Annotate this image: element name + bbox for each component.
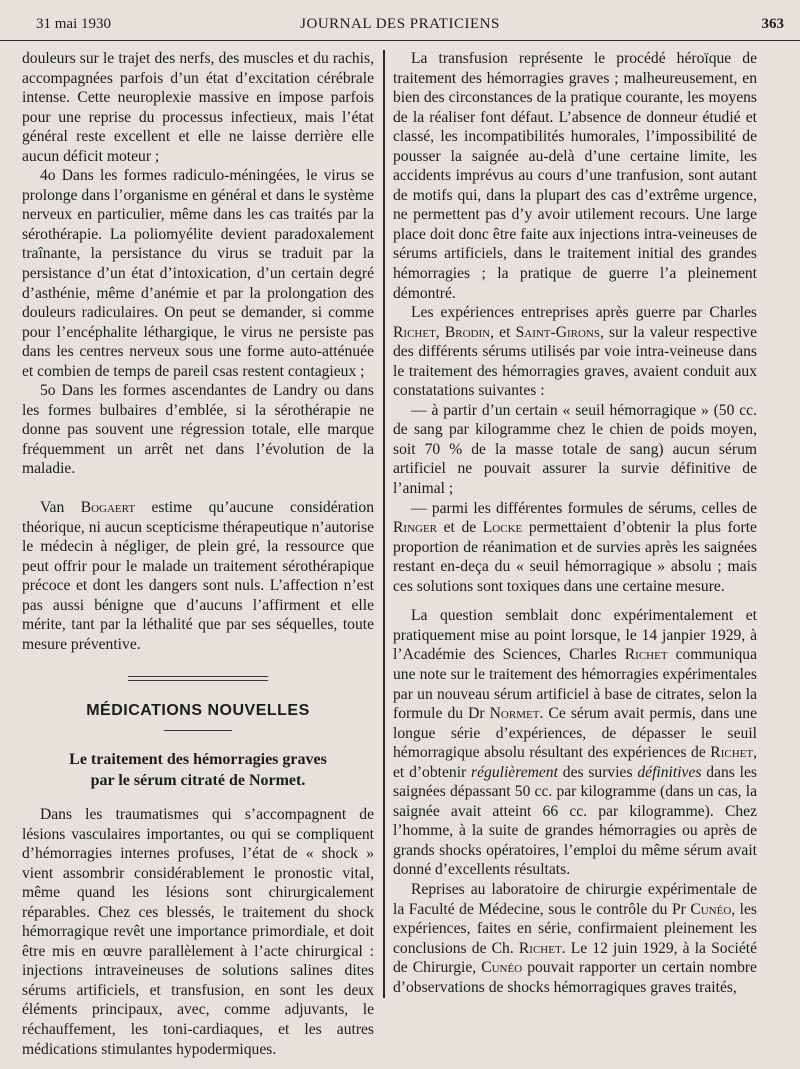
author-name: Saint-Girons [515,323,600,341]
text-run: estime qu’aucune considération théorique, ni aucun scepticisme thérapeutique n’autorise le médecin à négliger, de plein gré, la ressource que peut offrir pour le malade un traitement sérothérapique précoce et dont les dangers sont nuls. L’affection n’est pas aussi bénigne que d’aucuns l’affirment et elle mérite, tant par la léthalité que par ses séquelles, toute mesure préventive. [22,499,374,653]
right-column [393,49,757,997]
paragraph: La transfusion représente le procédé héroïque de traitement des hémorragies graves ; malheureusement, en bien des circonstances de la pratique courante, les moyens de la réaliser font défaut. L’absence de donneur étudié et classé, les incompatibilités humorales, l’impossibilité de pousser la saignée au-delà d’une certaine limite, les accidents imprévus au cours d’une tranfusion, sont autant de motifs qui, dans la plupart des cas d’extrême urgence, ne permettent pas d’y avoir utilement recours. Une large place doit donc être faite aux injections intra-veineuses de sérums artificiels, dans le traitement initial des grandes hémorragies ; la pratique de guerre l’a pleinement démontré. [393,50,757,302]
author-name: Bogaert [80,499,136,517]
paragraph [393,499,757,597]
text-run: , et [490,323,516,341]
paragraph [393,606,757,880]
article-title-line: par le sérum citraté de Normet. [90,771,306,789]
text-run: . Ce sérum avait permis, dans une longue série d’expériences, de dépasser le seuil hémorragique absolu résultant des expériences de [393,705,758,762]
text-run: pouvait rapporter un certain nombre d’observations de shocks hémorragiques graves traités, [393,959,757,996]
article-title [22,749,374,791]
author-name: Richet [624,646,668,664]
section-title: MÉDICATIONS NOUVELLES [86,702,310,720]
paragraph [393,880,757,997]
paragraph [393,303,757,401]
author-name: Normet [489,705,540,723]
text-run: Van [40,499,81,517]
header-page-number: 363 [761,16,784,32]
paragraph: — à partir d’un certain « seuil hémorragique » (50 cc. de sang par kilogramme chez le chien de poids moyen, soit 70 % de la masse totale de sang) aucun sérum artificiel ne pouvait assurer la survie définitive de l’animal ; [393,401,757,498]
text-run: dans les saignées dépassant 50 cc. par kilogramme (dans un cas, la saignée avait atteint 66 cc. par kilogramme). Chez l’homme, à la suite de grandes hémorragies ou après de grands shocks opératoires, l’emploi du même sérum avait donné d’excellents résultats. [393,763,757,879]
text-run: , et d’obtenir [393,744,757,781]
header-journal-title: JOURNAL DES PRATICIENS [300,16,500,32]
author-name: Cunéo [481,959,523,977]
paragraph: 5o Dans les formes ascendantes de Landry ou dans les formes bulbaires d’emblée, si la sérothérapie ne donne pas souvent une régression totale, elle marque fréquemment un arrêt net dans l’évolution de la maladie. [22,382,374,478]
text-run: et de [437,519,483,537]
text-run: . Le 12 juin 1929, à la Société de Chirurgie, [393,939,758,977]
column-divider [383,50,385,998]
left-column [22,49,374,1059]
text-run: — parmi les différentes formules de sérums, celles de [411,499,757,517]
double-rule-separator [128,676,268,681]
paragraph [22,498,374,654]
header-date: 31 mai 1930 [36,16,111,32]
author-name: Richet [710,744,754,762]
author-name: Richet [393,323,436,341]
paragraph: douleurs sur le trajet des nerfs, des muscles et du rachis, accompagnées parfois d’un état d’excitation cérébrale intense. Cette neuroplexie massive en impose parfois pour une reprise du processus infectieux, mais l’état général reste excellent et elle ne laisse derrière elle aucun déficit moteur ; [22,50,374,165]
text-run: , [435,323,445,341]
text-run: des survies [557,763,638,781]
text-run: Les expériences entreprises après guerre par Charles [411,304,757,322]
text-run: , sur la valeur respective des différents sérums utilisés par voie intra-veineuse dans le traitement des hémorragies graves, avaient conduit aux constatations suivantes : [393,323,757,400]
author-name: Ringer [393,519,438,537]
paragraph: 4o Dans les formes radiculo-méningées, le virus se prolonge dans l’organisme en général et dans le système nerveux en particulier, même dans les cas traités par la sérothérapie. La poliomyélite devient paradoxalement traînante, la persistance du virus se traduit par la persistance d’un état d’intoxication, d’un certain degré d’asthénie, même d’anémie et par la prolongation des douleurs radiculaires. On peut se demander, si comme pour l’encéphalite léthargique, le virus ne persiste pas dans les centres nerveux sous une forme auto-atténuée et combien de temps de pareil csas restent contagieux ; [22,167,374,380]
text-run: , les expériences, faites en série, confirmaient pleinement les conclusions de Ch. [393,900,757,957]
author-name: Richet [518,939,562,957]
emphasis: régulièrement [471,763,558,781]
author-name: Cunéo [690,900,732,918]
text-run: permettaient d’obtenir la plus forte proportion de réanimation et de survies après les saignées restant en-deça du « seuil hémorragique » absolu ; mais ces solutions sont toxiques dans une certaine mesure. [393,519,757,595]
text-run: La question semblait donc expérimentalement et pratiquement mise au point lorsque, le 14 janpier 1929, à l’Académie des Sciences, Charles [393,607,757,664]
paragraph: Dans les traumatismes qui s’accompagnent de lésions vasculaires importantes, ou qui se compliquent d’hémorragies internes profuses, l’état de « shock » vient assombrir considérablement le pronostic vital, même quand les lésions sont chirurgicalement réparables. Chez ces blessés, le traitement du shock hémorragique revêt une importance primordiale, et doit être mis en œuvre parallèlement à l’acte chirurgical : injections intraveineuses de solutions salines dites sérums artificiels, et transfusion, en sont les deux éléments principaux, avec, comme adjuvants, le réchauffement, les toni-cardiaques, et les autres médications stimulantes hypodermiques. [22,805,374,1058]
text-run: Reprises au laboratoire de chirurgie expérimentale de la Faculté de Médecine, sous le contrôle du Pr [393,880,757,918]
text-run: communiqua une note sur le traitement des hémorragies expérimentales par un nouveau sérum artificiel à base de citrates, selon la formule du Dr [393,646,757,723]
article-title-line: Le traitement des hémorragies graves [69,750,327,768]
author-name: Brodin [444,323,491,341]
short-rule [164,730,232,731]
author-name: Locke [482,519,523,537]
emphasis: définitives [637,763,702,781]
running-header [0,14,800,41]
